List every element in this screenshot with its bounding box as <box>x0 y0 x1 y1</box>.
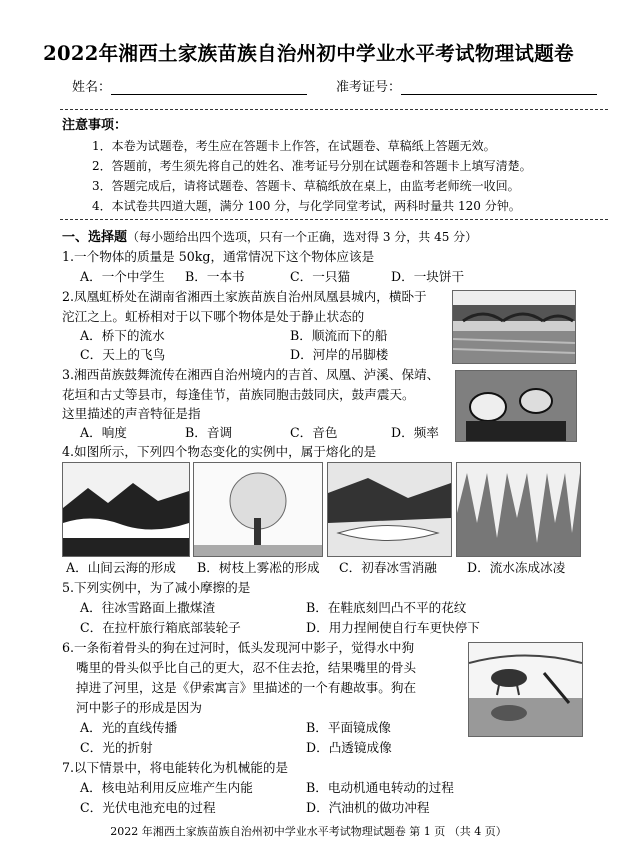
exam-number-label: 准考证号： <box>336 80 402 95</box>
q1-option-c: C．一只猫 <box>290 269 351 284</box>
rime-tree-photo <box>193 462 323 557</box>
page-title: 2022年湘西土家族苗族自治州初中学业水平考试物理试题卷 <box>43 42 574 65</box>
icicles-photo <box>456 462 581 557</box>
divider-bottom <box>60 219 608 220</box>
q5-option-a: A．往冰雪路面上撒煤渣 <box>80 600 216 615</box>
question-6-stem-line1: 6.一条衔着骨头的狗在过河时，低头发现河中影子，觉得水中狗 <box>62 640 415 655</box>
question-7-stem: 7.以下情景中，将电能转化为机械能的是 <box>62 760 289 775</box>
q3-option-b: B．音调 <box>185 425 233 440</box>
q7-option-a: A．核电站利用反应堆产生内能 <box>80 780 253 795</box>
q4-option-c: C．初春冰雪消融 <box>339 560 437 575</box>
q1-option-b: B．一本书 <box>185 269 245 284</box>
dog-reflection-illustration <box>468 642 583 737</box>
question-6-stem-line3: 掉进了河里，这是《伊索寓言》里描述的一个有趣故事。狗在 <box>76 680 417 695</box>
question-2-stem-line2: 沱江之上。虹桥相对于以下哪个物体是处于静止状态的 <box>62 309 365 324</box>
note-item-4: 4．本试卷共四道大题，满分 100 分，与化学同堂考试，两科时量共 120 分钟。 <box>92 199 521 213</box>
q4-option-a: A．山间云海的形成 <box>66 560 176 575</box>
question-2-stem-line1: 2.凤凰虹桥处在湖南省湘西土家族苗族自治州凤凰县城内，横卧于 <box>62 289 427 304</box>
q2-option-a: A．桥下的流水 <box>80 328 165 343</box>
q1-option-d: D．一块饼干 <box>391 269 465 284</box>
section-title: 一、选择题 <box>62 230 128 245</box>
section-instructions: （每小题给出四个选项，只有一个正确，选对得 3 分，共 45 分） <box>127 230 478 244</box>
q5-option-b: B．在鞋底刻凹凸不平的花纹 <box>306 600 467 615</box>
divider-top <box>60 109 608 110</box>
name-blank[interactable] <box>111 82 307 95</box>
q4-option-b: B．树枝上雾凇的形成 <box>197 560 320 575</box>
q6-option-b: B．平面镜成像 <box>306 720 391 735</box>
note-item-1: 1．本卷为试题卷，考生应在答题卡上作答，在试题卷、草稿纸上答题无效。 <box>92 139 496 153</box>
question-3-stem-line2: 花垣和古丈等县市，每逢佳节，苗族同胞击鼓同庆，鼓声震天。 <box>62 387 415 402</box>
question-6-stem-line4: 河中影子的形成是因为 <box>76 700 202 715</box>
q3-option-c: C．音色 <box>290 425 338 440</box>
melting-snow-photo <box>327 462 452 557</box>
q3-option-d: D．频率 <box>391 425 439 440</box>
question-3-stem-line1: 3.湘西苗族鼓舞流传在湘西自治州境内的吉首、凤凰、泸溪、保靖、 <box>62 367 440 382</box>
question-5-stem: 5.下列实例中，为了减小摩擦的是 <box>62 580 251 595</box>
q5-option-c: C．在拉杆旅行箱底部装轮子 <box>80 620 241 635</box>
notes-heading: 注意事项： <box>62 118 128 133</box>
q7-option-c: C．光伏电池充电的过程 <box>80 800 216 815</box>
section-header <box>62 228 477 247</box>
q6-option-a: A．光的直线传播 <box>80 720 178 735</box>
page-footer: 2022 年湘西土家族苗族自治州初中学业水平考试物理试题卷 第 1 页 （共 4 页） <box>110 825 507 838</box>
exam-number-blank[interactable] <box>401 82 597 95</box>
q3-option-a: A．响度 <box>80 425 127 440</box>
q2-option-c: C．天上的飞鸟 <box>80 347 166 362</box>
q5-option-d: D．用力捏闸使自行车更快停下 <box>306 620 480 635</box>
question-1-stem: 1.一个物体的质量是 50kg，通常情况下这个物体应该是 <box>62 249 375 264</box>
q6-option-c: C．光的折射 <box>80 740 153 755</box>
cloud-sea-photo <box>62 462 190 557</box>
question-6-stem-line2: 嘴里的骨头似乎比自己的更大，忍不住去抢，结果嘴里的骨头 <box>76 660 417 675</box>
q4-option-d: D．流水冻成冰凌 <box>467 560 566 575</box>
drum-dance-photo <box>455 370 577 442</box>
q7-option-b: B．电动机通电转动的过程 <box>306 780 454 795</box>
question-4-stem: 4.如图所示，下列四个物态变化的实例中，属于熔化的是 <box>62 444 377 459</box>
exam-number-field[interactable] <box>336 76 597 95</box>
q7-option-d: D．汽油机的做功冲程 <box>306 800 430 815</box>
q2-option-b: B．顺流而下的船 <box>290 328 388 343</box>
q1-option-a: A．一个中学生 <box>80 269 165 284</box>
note-item-3: 3．答题完成后，请将试题卷、答题卡、草稿纸放在桌上，由监考老师统一收回。 <box>92 179 520 193</box>
q2-option-d: D．河岸的吊脚楼 <box>290 347 389 362</box>
name-label: 姓名： <box>72 80 112 95</box>
rainbow-bridge-photo <box>452 290 576 364</box>
name-field[interactable] <box>72 76 307 95</box>
q6-option-d: D．凸透镜成像 <box>306 740 392 755</box>
question-3-stem-line3: 这里描述的声音特征是指 <box>62 406 201 421</box>
note-item-2: 2．答题前，考生须先将自己的姓名、准考证号分别在试题卷和答题卡上填写清楚。 <box>92 159 532 173</box>
